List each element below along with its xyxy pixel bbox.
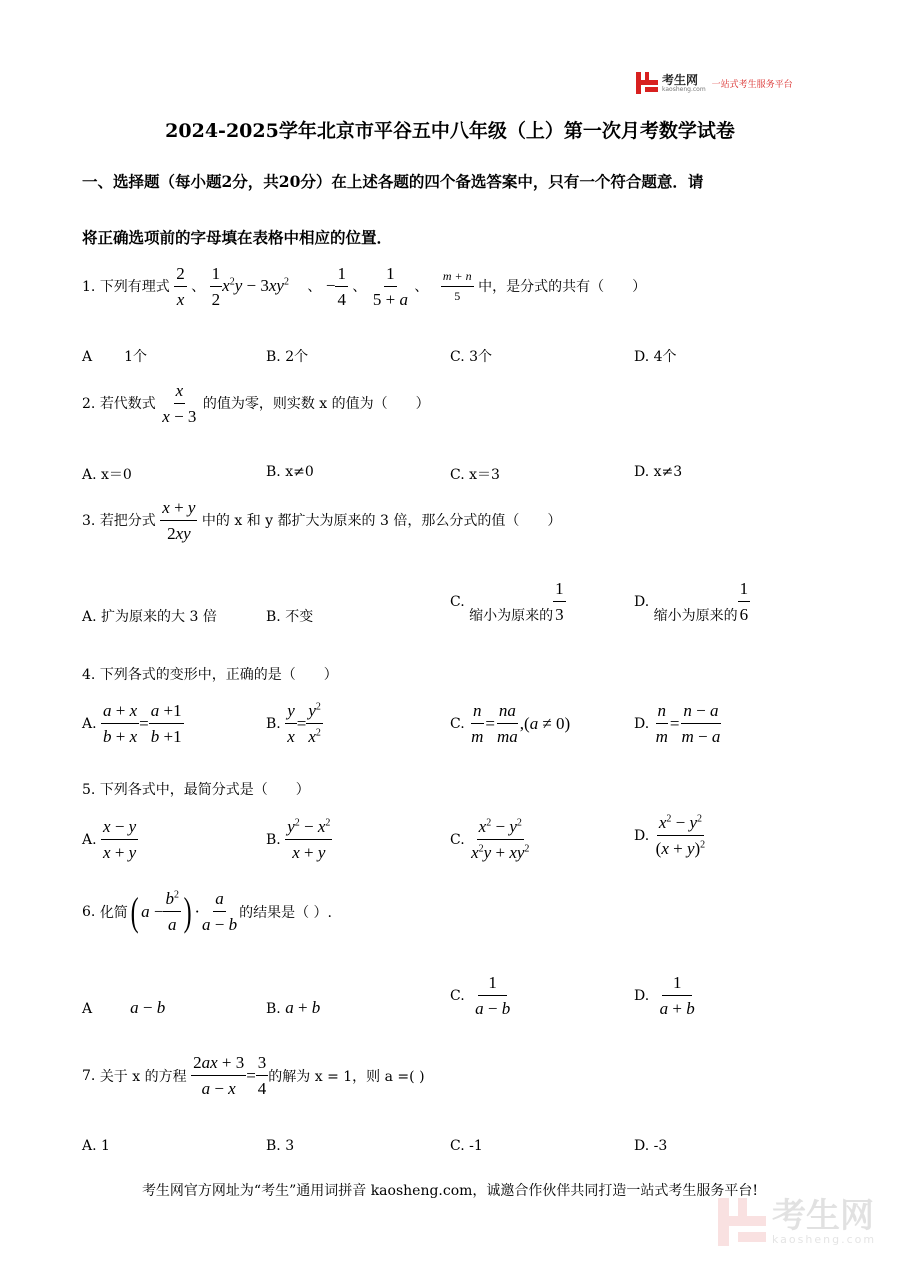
expr-2-over-x: $\frac{2}{x}$ <box>176 264 185 310</box>
question-7: 7. 关于 x 的方程 $\frac{2ax + 3}{a - x}$ = $\frac{3}{4}$ 的解为 x = 1，则 a =( ) <box>82 1053 425 1099</box>
q6-option-a: A a − b <box>82 998 166 1017</box>
q5-option-d: D. $\frac{x^2 - y^2}{(x + y)^2}$ <box>634 813 706 859</box>
expr-neg-quarter: $\frac{1}{4}$ <box>337 264 346 310</box>
question-5: 5. 下列各式中，最简分式是（ ） <box>82 782 310 798</box>
question-3: 3. 若把分式 $\frac{x + y}{2xy}$ 中的 x 和 y 都扩大为原来的 3 倍，那么分式的值（ ） <box>82 498 562 544</box>
q5-option-c: C. $\frac{x^2 - y^2}{x^2y + xy^2}$ <box>450 817 530 863</box>
q3-option-b: B. 不变 <box>266 609 314 625</box>
q3-option-a: A. 扩为原来的大 3 倍 <box>82 609 217 625</box>
q1-option-d: D. 4个 <box>634 349 677 365</box>
expr-x-plus-y-over-2xy: $\frac{x + y}{2xy}$ <box>162 498 196 544</box>
q2-option-a: A. x＝0 <box>82 467 132 483</box>
header-brand <box>636 70 793 96</box>
section-1-heading-line1: 一、选择题（每小题2分，共20分）在上述各题的四个备选答案中，只有一个符合题意．请 <box>82 172 704 191</box>
watermark-name: 考生网 <box>772 1195 874 1236</box>
q7-option-c: C. -1 <box>450 1138 483 1154</box>
q1-option-c: C. 3个 <box>450 349 493 365</box>
page-footer: 考生网官方网址为“考生”通用词拼音 kaosheng.com，诚邀合作伙伴共同打造一站式考生服务平台! <box>141 1183 759 1199</box>
kaosheng-logo-icon <box>636 72 658 94</box>
q2-option-b: B. x≠0 <box>266 464 314 480</box>
q4-option-a: A. $\frac{a + x}{b + x}$ = $\frac{a +1}{b +1}$ <box>82 701 182 747</box>
q7-option-b: B. 3 <box>266 1138 295 1154</box>
brand-name: 考生网 <box>662 72 699 87</box>
expr-half-x2y: $\frac{1}{2}$ <box>211 264 221 310</box>
expr-x-over-x-minus-3: $\frac{x}{x - 3}$ <box>162 381 197 427</box>
q3-option-d: D. 缩小为原来的 $\frac{1}{6}$ <box>634 579 749 625</box>
q6-option-c: C. $\frac{1}{a - b}$ <box>450 973 511 1019</box>
page-title: 2024-2025学年北京市平谷五中八年级（上）第一次月考数学试卷 <box>165 120 735 142</box>
watermark-domain: kaosheng.com <box>772 1232 877 1246</box>
expr-m-plus-n-over-5: $\frac{m + n}{5}$ <box>442 269 472 304</box>
question-4: 4. 下列各式的变形中，正确的是（ ） <box>82 667 338 683</box>
expr-one-sixth: $\frac{1}{6}$ <box>739 579 749 625</box>
section-1-heading-line2: 将正确选项前的字母填在表格中相应的位置． <box>82 228 393 247</box>
brand-slogan: 一站式考生服务平台 <box>711 79 793 90</box>
q1-option-a: A 1个 <box>82 349 148 365</box>
expr-1-over-5-plus-a: $\frac{1}{5 + a}$ <box>372 264 408 310</box>
brand-domain: kaosheng.com <box>662 85 706 93</box>
q2-option-d: D. x≠3 <box>634 464 683 480</box>
q4-option-d: D. $\frac{n}{m}$ = $\frac{n - a}{m - a}$ <box>634 701 721 747</box>
question-1: 1. 下列有理式 $\frac{2}{x}$ 、 $\frac{1}{2}$ $x^2y - 3xy^2$ 、 − $\frac{1}{4}$ 、 $\frac{1}{5 + a}$ 、 $\frac{m + n}{5}$ 中，是分式的共有（ ） <box>82 264 647 310</box>
question-2: 2. 若代数式 $\frac{x}{x - 3}$ 的值为零，则实数 x 的值为（ ） <box>82 381 430 427</box>
q4-option-b: B. $\frac{y}{x}$ = $\frac{y^2}{x^2}$ <box>266 701 321 747</box>
q5-option-a: A. $\frac{x - y}{x + y}$ <box>82 817 137 863</box>
q5-option-b: B. $\frac{y^2 - x^2}{x + y}$ <box>266 817 331 863</box>
q2-option-c: C. x＝3 <box>450 467 500 483</box>
q3-option-c: C. 缩小为原来的 $\frac{1}{3}$ <box>450 579 564 625</box>
q4-option-c: C. $\frac{n}{m}$ = $\frac{na}{ma}$ ,(a ≠ 0) <box>450 701 571 747</box>
kaosheng-watermark-icon <box>718 1198 766 1246</box>
question-6: 6. 化简( a − $\frac{b^2}{a}$ ) · $\frac{a}{a - b}$ 的结果是（ ）. <box>82 889 332 935</box>
q6-option-b: B. a + b <box>266 998 321 1017</box>
q7-option-d: D. -3 <box>634 1138 668 1154</box>
expr-one-third: $\frac{1}{3}$ <box>555 579 564 625</box>
q7-option-a: A. 1 <box>82 1138 110 1154</box>
watermark <box>718 1195 877 1246</box>
q1-option-b: B. 2个 <box>266 349 309 365</box>
q6-option-d: D. $\frac{1}{a + b}$ <box>634 973 695 1019</box>
